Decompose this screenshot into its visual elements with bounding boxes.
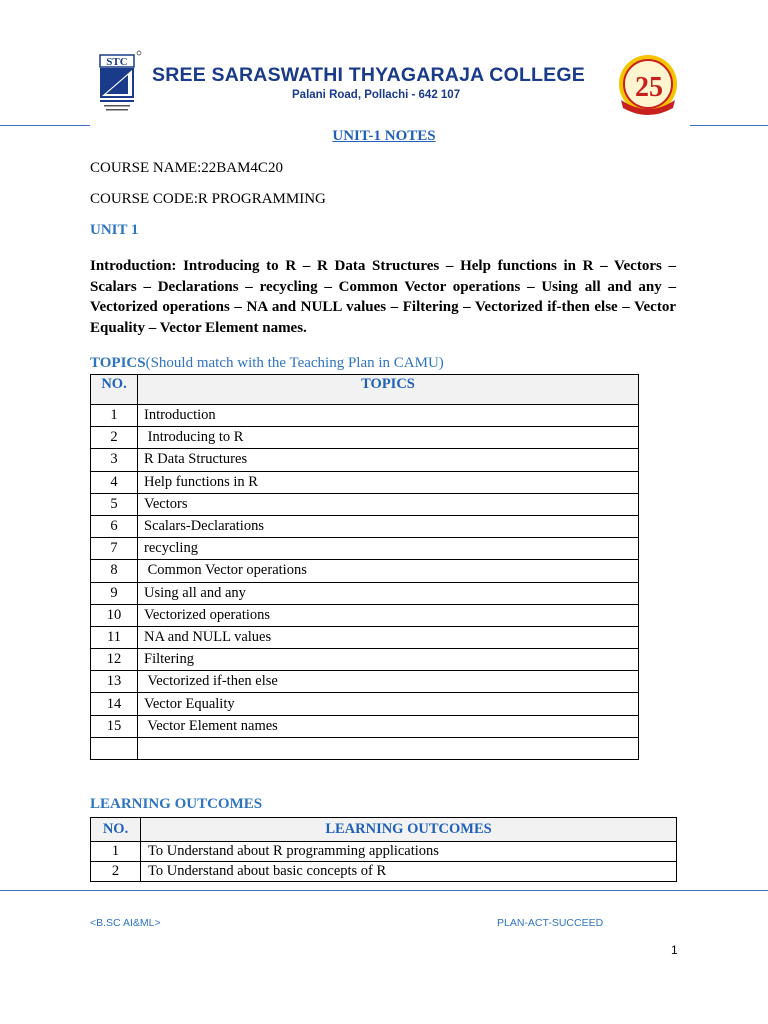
topic-name: recycling bbox=[138, 538, 639, 560]
lo-col-outcomes: LEARNING OUTCOMES bbox=[141, 818, 677, 842]
topic-name bbox=[138, 737, 639, 759]
unit-title: UNIT-1 NOTES bbox=[332, 128, 436, 144]
topic-name: Common Vector operations bbox=[138, 560, 639, 582]
topic-name: Vectors bbox=[138, 493, 639, 515]
topic-row bbox=[91, 582, 639, 604]
topics-header-row bbox=[91, 375, 639, 405]
unit-label: UNIT 1 bbox=[90, 222, 139, 238]
course-name: COURSE NAME:22BAM4C20 bbox=[90, 160, 283, 176]
course-code: COURSE CODE:R PROGRAMMING bbox=[90, 191, 326, 207]
header-rule-right bbox=[690, 125, 768, 126]
topic-row bbox=[91, 405, 639, 427]
topic-name: Vector Equality bbox=[138, 693, 639, 715]
outcome-number: 1 bbox=[91, 842, 141, 862]
topic-row bbox=[91, 449, 639, 471]
header-rule-left bbox=[0, 125, 90, 126]
topic-row bbox=[91, 626, 639, 648]
topic-row bbox=[91, 693, 639, 715]
topic-row bbox=[91, 471, 639, 493]
college-address: Palani Road, Pollachi - 642 107 bbox=[292, 89, 461, 101]
college-name: SREE SARASWATHI THYAGARAJA COLLEGE bbox=[152, 64, 585, 86]
topic-row bbox=[91, 515, 639, 537]
topic-row bbox=[91, 671, 639, 693]
outcome-text: To Understand about R programming applications bbox=[141, 842, 677, 862]
topic-number: 8 bbox=[91, 560, 138, 582]
topic-name: Vectorized operations bbox=[138, 604, 639, 626]
jubilee-number: 25 bbox=[635, 72, 663, 103]
learning-outcome-row bbox=[91, 862, 677, 882]
topic-number: 13 bbox=[91, 671, 138, 693]
learning-outcomes-table bbox=[90, 817, 677, 882]
topic-name: NA and NULL values bbox=[138, 626, 639, 648]
topic-number: 7 bbox=[91, 538, 138, 560]
unit-introduction: Introduction: Introducing to R – R Data Structures – Help functions in R – Vectors – Scalars – Declarations – recycling – Common Vector operations – Using all and any – Vectorized operations – NA and NULL values – Filtering – Vectorized if-then else – Vector Equality – Vector Element names. bbox=[90, 258, 676, 336]
topic-number: 10 bbox=[91, 604, 138, 626]
topic-row bbox=[91, 538, 639, 560]
topics-col-no: NO. bbox=[91, 375, 138, 405]
topic-number bbox=[91, 737, 138, 759]
topic-number: 11 bbox=[91, 626, 138, 648]
topics-heading bbox=[90, 355, 444, 372]
topic-number: 14 bbox=[91, 693, 138, 715]
topic-row bbox=[91, 649, 639, 671]
topics-col-topics: TOPICS bbox=[138, 375, 639, 405]
topic-row bbox=[91, 715, 639, 737]
footer-program: <B.SC AI&ML> bbox=[90, 917, 161, 929]
lo-header-row bbox=[91, 818, 677, 842]
topic-name: Using all and any bbox=[138, 582, 639, 604]
topics-heading-bold: TOPICS bbox=[90, 355, 146, 371]
topic-number: 12 bbox=[91, 649, 138, 671]
topic-name: Vector Element names bbox=[138, 715, 639, 737]
topic-number: 15 bbox=[91, 715, 138, 737]
topic-row bbox=[91, 604, 639, 626]
logo-stc-text: STC bbox=[106, 56, 128, 68]
topic-name: R Data Structures bbox=[138, 449, 639, 471]
topic-number: 3 bbox=[91, 449, 138, 471]
topic-name: Vectorized if-then else bbox=[138, 671, 639, 693]
topic-number: 9 bbox=[91, 582, 138, 604]
topic-row bbox=[91, 560, 639, 582]
outcome-text: To Understand about basic concepts of R bbox=[141, 862, 677, 882]
topic-row bbox=[91, 493, 639, 515]
topic-number: 1 bbox=[91, 405, 138, 427]
topic-name: Introducing to R bbox=[138, 427, 639, 449]
topics-table bbox=[90, 374, 639, 760]
topic-row bbox=[91, 427, 639, 449]
topic-number: 6 bbox=[91, 515, 138, 537]
topic-number: 4 bbox=[91, 471, 138, 493]
topics-heading-note: (Should match with the Teaching Plan in CAMU) bbox=[145, 355, 444, 371]
topic-name: Scalars-Declarations bbox=[138, 515, 639, 537]
footer-motto: PLAN-ACT-SUCCEED bbox=[497, 917, 604, 929]
footer-rule bbox=[0, 890, 768, 891]
topic-name: Filtering bbox=[138, 649, 639, 671]
silver-jubilee-emblem bbox=[613, 54, 683, 118]
learning-outcome-row bbox=[91, 842, 677, 862]
college-logo bbox=[98, 50, 144, 120]
topic-number: 2 bbox=[91, 427, 138, 449]
topic-number: 5 bbox=[91, 493, 138, 515]
topic-name: Introduction bbox=[138, 405, 639, 427]
topic-name: Help functions in R bbox=[138, 471, 639, 493]
outcome-number: 2 bbox=[91, 862, 141, 882]
lo-col-no: NO. bbox=[91, 818, 141, 842]
learning-outcomes-heading: LEARNING OUTCOMES bbox=[90, 796, 263, 812]
page-number: 1 bbox=[671, 943, 678, 957]
topic-row bbox=[91, 737, 639, 759]
